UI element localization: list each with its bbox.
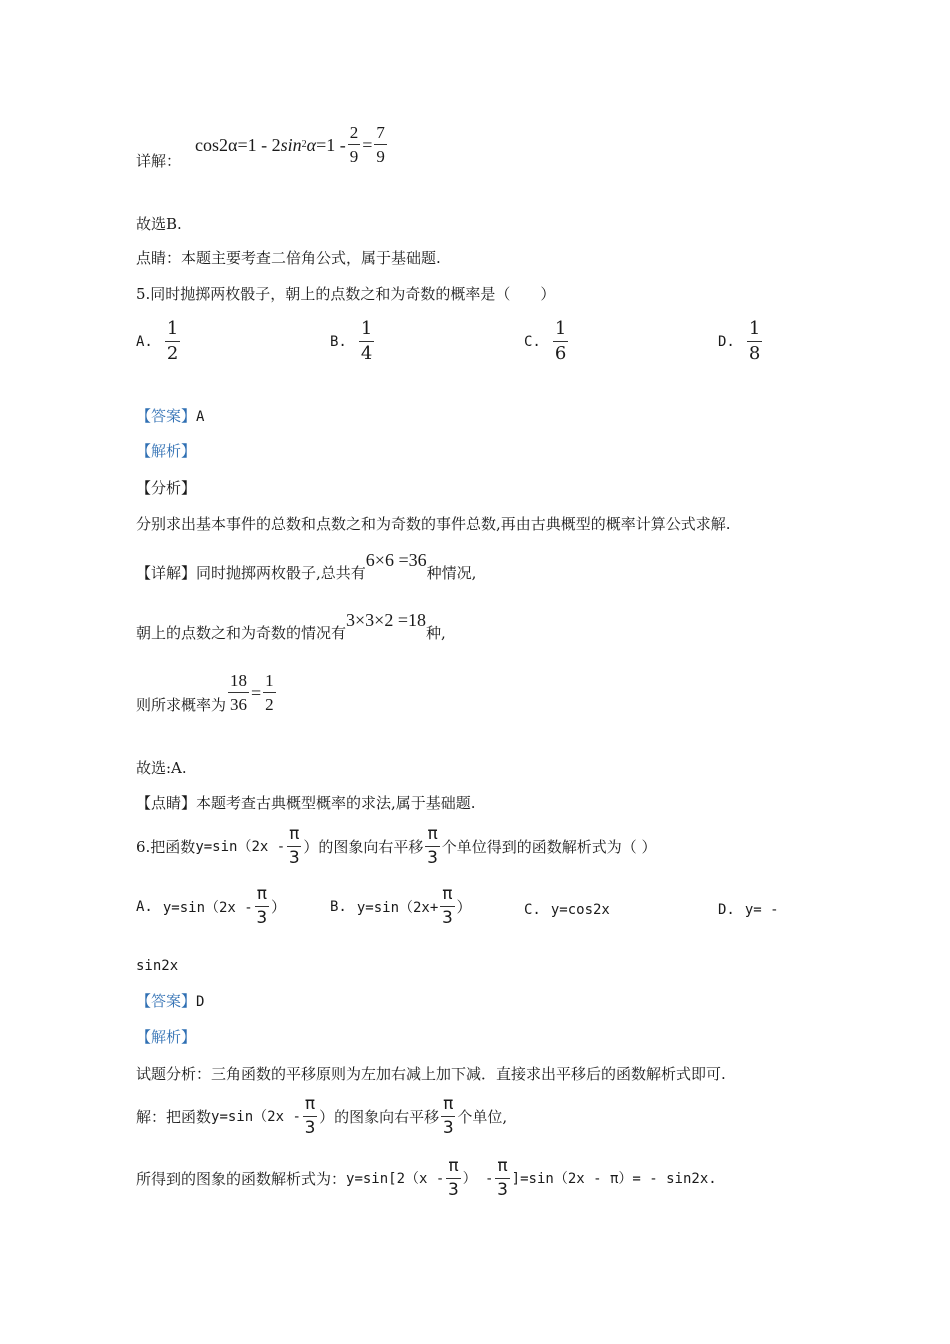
q6-option-c: C. y=cos2x <box>524 902 610 918</box>
formula-lhs: cos2α <box>195 134 238 155</box>
q5-option-b-fraction: $\frac{1}{4}$ <box>360 318 373 364</box>
q6-jie: 解：把函数 y=sin（2x - $\frac{\pi}{3}$ ）的图象向右平移 $\frac{\pi}{3}$ 个单位, <box>136 1094 508 1138</box>
q5-answer <box>136 406 204 427</box>
answer-tag: 【答案】 <box>136 407 197 425</box>
q6-option-d: D. y= - <box>718 902 779 918</box>
q6-option-d-cont: sin2x <box>136 958 179 974</box>
probability-formula: $\frac{18}{36}$ = $\frac{1}{2}$ <box>230 671 274 714</box>
fraction-18-36: $\frac{18}{36}$ <box>230 671 248 714</box>
formula-sin: sin <box>280 134 302 155</box>
pi-over-3: $\frac{\pi}{3}$ <box>304 1094 316 1138</box>
choose-b: 故选B. <box>136 215 182 233</box>
formula-eq2: =1 - <box>316 134 346 155</box>
detail-tag: 【详解】 <box>136 564 197 582</box>
q5-fenxi-tag: 【分析】 <box>136 479 197 497</box>
formula-eq1: =1 - 2 <box>237 134 281 155</box>
pi-over-3: $\frac{\pi}{3}$ <box>288 824 300 868</box>
pi-over-3: $\frac{\pi}{3}$ <box>448 1156 459 1200</box>
q5-option-c-fraction: $\frac{1}{6}$ <box>554 318 567 364</box>
q5-choose: 故选:A. <box>136 759 187 777</box>
dianjing-tag: 【点睛】 <box>136 794 197 812</box>
q5-dianjing: 【点睛】本题考查古典概型概率的求法,属于基础题. <box>136 794 476 812</box>
q6-option-a: A. y=sin（2x - $\frac{\pi}{3}$ ） <box>136 884 286 928</box>
q5-stem: 5.同时抛掷两枚骰子，朝上的点数之和为奇数的概率是（ ） <box>136 285 556 303</box>
pi-over-3: $\frac{\pi}{3}$ <box>442 1094 454 1138</box>
q5-fenxi: 分别求出基本事件的总数和点数之和为奇数的事件总数,再由古典概型的概率计算公式求解. <box>136 515 731 533</box>
fraction-2-9: $\frac{2}{9}$ <box>349 123 359 166</box>
q6-answer <box>136 991 204 1012</box>
q5-analysis-tag: 【解析】 <box>136 442 197 460</box>
fraction-1-2: $\frac{1}{2}$ <box>265 671 274 714</box>
q6-option-b: B. y=sin（2x+ $\frac{\pi}{3}$ ） <box>330 884 472 928</box>
answer-value: A <box>196 409 205 425</box>
prev-detail-label: 详解： <box>136 151 182 170</box>
prev-comment: 点睛：本题主要考查二倍角公式，属于基础题. <box>136 249 441 267</box>
prev-detail-formula <box>195 124 389 165</box>
math-6x6: 6×6 =36 <box>365 550 427 570</box>
q5-detail-line2: 朝上的点数之和为奇数的情况有3×3×2 =18种, <box>136 610 446 642</box>
pi-over-3: $\frac{\pi}{3}$ <box>427 824 438 868</box>
answer-tag: 【答案】 <box>136 992 197 1010</box>
pi-over-3: $\frac{\pi}{3}$ <box>442 884 453 928</box>
q5-option-a: A. $\frac{1}{2}$ <box>136 318 179 364</box>
q6-shiti: 试题分析：三角函数的平移原则为左加右减上加下减．直接求出平移后的函数解析式即可. <box>136 1065 726 1083</box>
formula-eq3: = <box>362 134 373 155</box>
q5-option-b: B. $\frac{1}{4}$ <box>330 318 373 364</box>
q5-detail-line1: 【详解】同时抛掷两枚骰子,总共有6×6 =36种情况, <box>136 550 477 582</box>
math-3x3x2: 3×3×2 =18 <box>346 610 426 630</box>
q5-option-d: D. $\frac{1}{8}$ <box>718 318 761 364</box>
formula-alpha: α <box>306 134 317 155</box>
formula-sup: 2 <box>301 138 307 150</box>
answer-value: D <box>196 994 205 1010</box>
q6-final: 所得到的图象的函数解析式为： y=sin[2（x - $\frac{\pi}{3}$ ） - $\frac{\pi}{3}$ ]=sin（2x - π）= - sin2x. <box>136 1156 717 1200</box>
fraction-7-9: $\frac{7}{9}$ <box>376 123 385 166</box>
q6-stem: 6.把函数 y=sin（2x - $\frac{\pi}{3}$ ）的图象向右平移 $\frac{\pi}{3}$ 个单位得到的函数解析式为（ ） <box>136 824 657 868</box>
q5-option-d-fraction: $\frac{1}{8}$ <box>748 318 761 364</box>
q5-detail-line3: 则所求概率为 $\frac{18}{36}$ = $\frac{1}{2}$ <box>136 672 278 713</box>
pi-over-3: $\frac{\pi}{3}$ <box>256 884 268 928</box>
pi-over-3: $\frac{\pi}{3}$ <box>497 1156 508 1200</box>
q6-analysis-tag: 【解析】 <box>136 1028 197 1046</box>
q5-option-a-fraction: $\frac{1}{2}$ <box>166 318 179 364</box>
prev-detail-line <box>136 123 389 170</box>
q5-option-c: C. $\frac{1}{6}$ <box>524 318 567 364</box>
